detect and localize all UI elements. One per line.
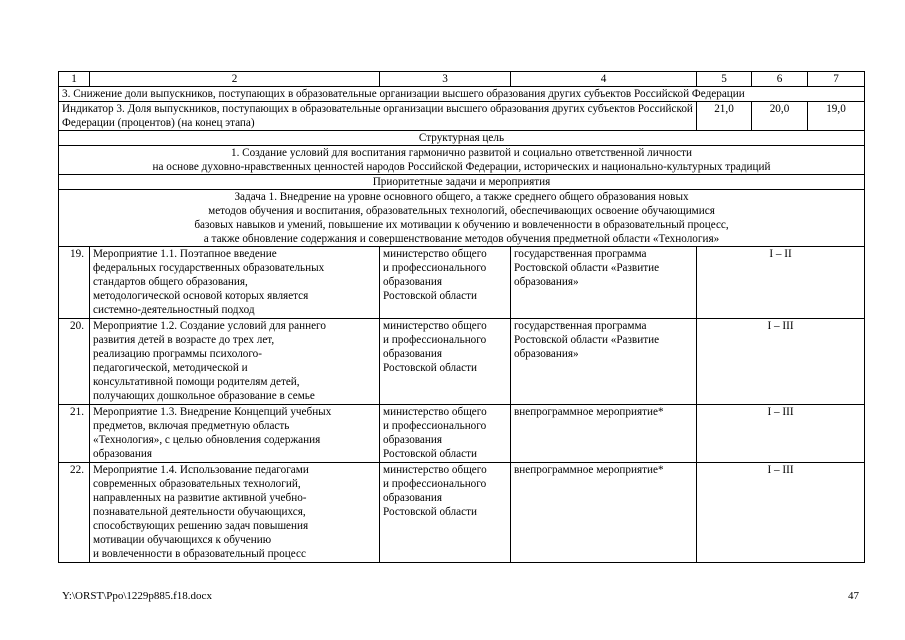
table-row: [59, 319, 865, 405]
structural-goal-row: [59, 146, 865, 175]
measure-executor: министерство общего и профессионального образования Ростовской области: [380, 247, 511, 319]
table-row: [59, 247, 865, 319]
column-number-cell: 6: [752, 72, 808, 87]
column-number-row: [59, 72, 865, 87]
table-row: [59, 405, 865, 463]
measure-title: Мероприятие 1.4. Использование педагогами современных образовательных технологий, направленных на развитие активной учебно- познавательной деятельности обучающихся, способствующих решению задач повышения мотивации обучающихся к обучению и вовлеченности в образовательный процесс: [90, 463, 380, 563]
indicator-text: Индикатор 3. Доля выпускников, поступающих в образовательные организации высшего образования других субъектов Российской Федерации (процентов) (на конец этапа): [59, 102, 697, 131]
indicator-value: 19,0: [808, 102, 865, 131]
measure-stage: I – II: [697, 247, 865, 319]
indicator-row: [59, 102, 865, 131]
page-number: 47: [848, 590, 859, 602]
measure-source: государственная программа Ростовской области «Развитие образования»: [511, 319, 697, 405]
measure-executor: министерство общего и профессионального образования Ростовской области: [380, 405, 511, 463]
measure-source: внепрограммное мероприятие*: [511, 463, 697, 563]
measure-number: 20.: [59, 319, 90, 405]
column-number-cell: 4: [511, 72, 697, 87]
measure-number: 21.: [59, 405, 90, 463]
task-text: Задача 1. Внедрение на уровне основного общего, а также среднего общего образования новых методов обучения и воспитания, образовательных технологий, обеспечивающих освоение обучающимися базовых навыков и умений, повышение их мотивации к обучению и вовлеченности в образовательный процесс, а также обновление содержания и совершенствование методов обучения предметной области «Технология»: [59, 190, 865, 247]
column-number-cell: 7: [808, 72, 865, 87]
structural-goal-label-row: [59, 131, 865, 146]
measure-stage: I – III: [697, 405, 865, 463]
priority-label-row: [59, 175, 865, 190]
measure-title: Мероприятие 1.2. Создание условий для раннего развития детей в возрасте до трех лет, реализацию программы психолого- педагогической, методической и консультативной помощи родителям детей, получающих дошкольное образование в семье: [90, 319, 380, 405]
measure-number: 19.: [59, 247, 90, 319]
program-table: [58, 71, 865, 563]
column-number-cell: 3: [380, 72, 511, 87]
measure-number: 22.: [59, 463, 90, 563]
column-number-cell: 5: [697, 72, 752, 87]
measure-stage: I – III: [697, 463, 865, 563]
measure-source: государственная программа Ростовской области «Развитие образования»: [511, 247, 697, 319]
table-row: [59, 463, 865, 563]
measure-executor: министерство общего и профессионального образования Ростовской области: [380, 463, 511, 563]
structural-goal-label: Структурная цель: [59, 131, 865, 146]
column-number-cell: 1: [59, 72, 90, 87]
measure-stage: I – III: [697, 319, 865, 405]
measure-title: Мероприятие 1.1. Поэтапное введение федеральных государственных образовательных стандартов общего образования, методологической основой которых является системно-деятельностный подход: [90, 247, 380, 319]
footer-file-path: Y:\ORST\Ppo\1229p885.f18.docx: [62, 590, 212, 602]
measure-title: Мероприятие 1.3. Внедрение Концепций учебных предметов, включая предметную область «Технология», с целью обновления содержания образования: [90, 405, 380, 463]
measure-source: внепрограммное мероприятие*: [511, 405, 697, 463]
measure-executor: министерство общего и профессионального образования Ростовской области: [380, 319, 511, 405]
structural-goal-text: 1. Создание условий для воспитания гармонично развитой и социально ответственной личности на основе духовно-нравственных ценностей народов Российской Федерации, исторических и национально-культурных традиций: [59, 146, 865, 175]
task-row: [59, 190, 865, 247]
indicator-value: 20,0: [752, 102, 808, 131]
section-heading: 3. Снижение доли выпускников, поступающих в образовательные организации высшего образования других субъектов Российской Федерации: [59, 87, 865, 102]
column-number-cell: 2: [90, 72, 380, 87]
section-heading-row: [59, 87, 865, 102]
indicator-value: 21,0: [697, 102, 752, 131]
priority-label: Приоритетные задачи и мероприятия: [59, 175, 865, 190]
